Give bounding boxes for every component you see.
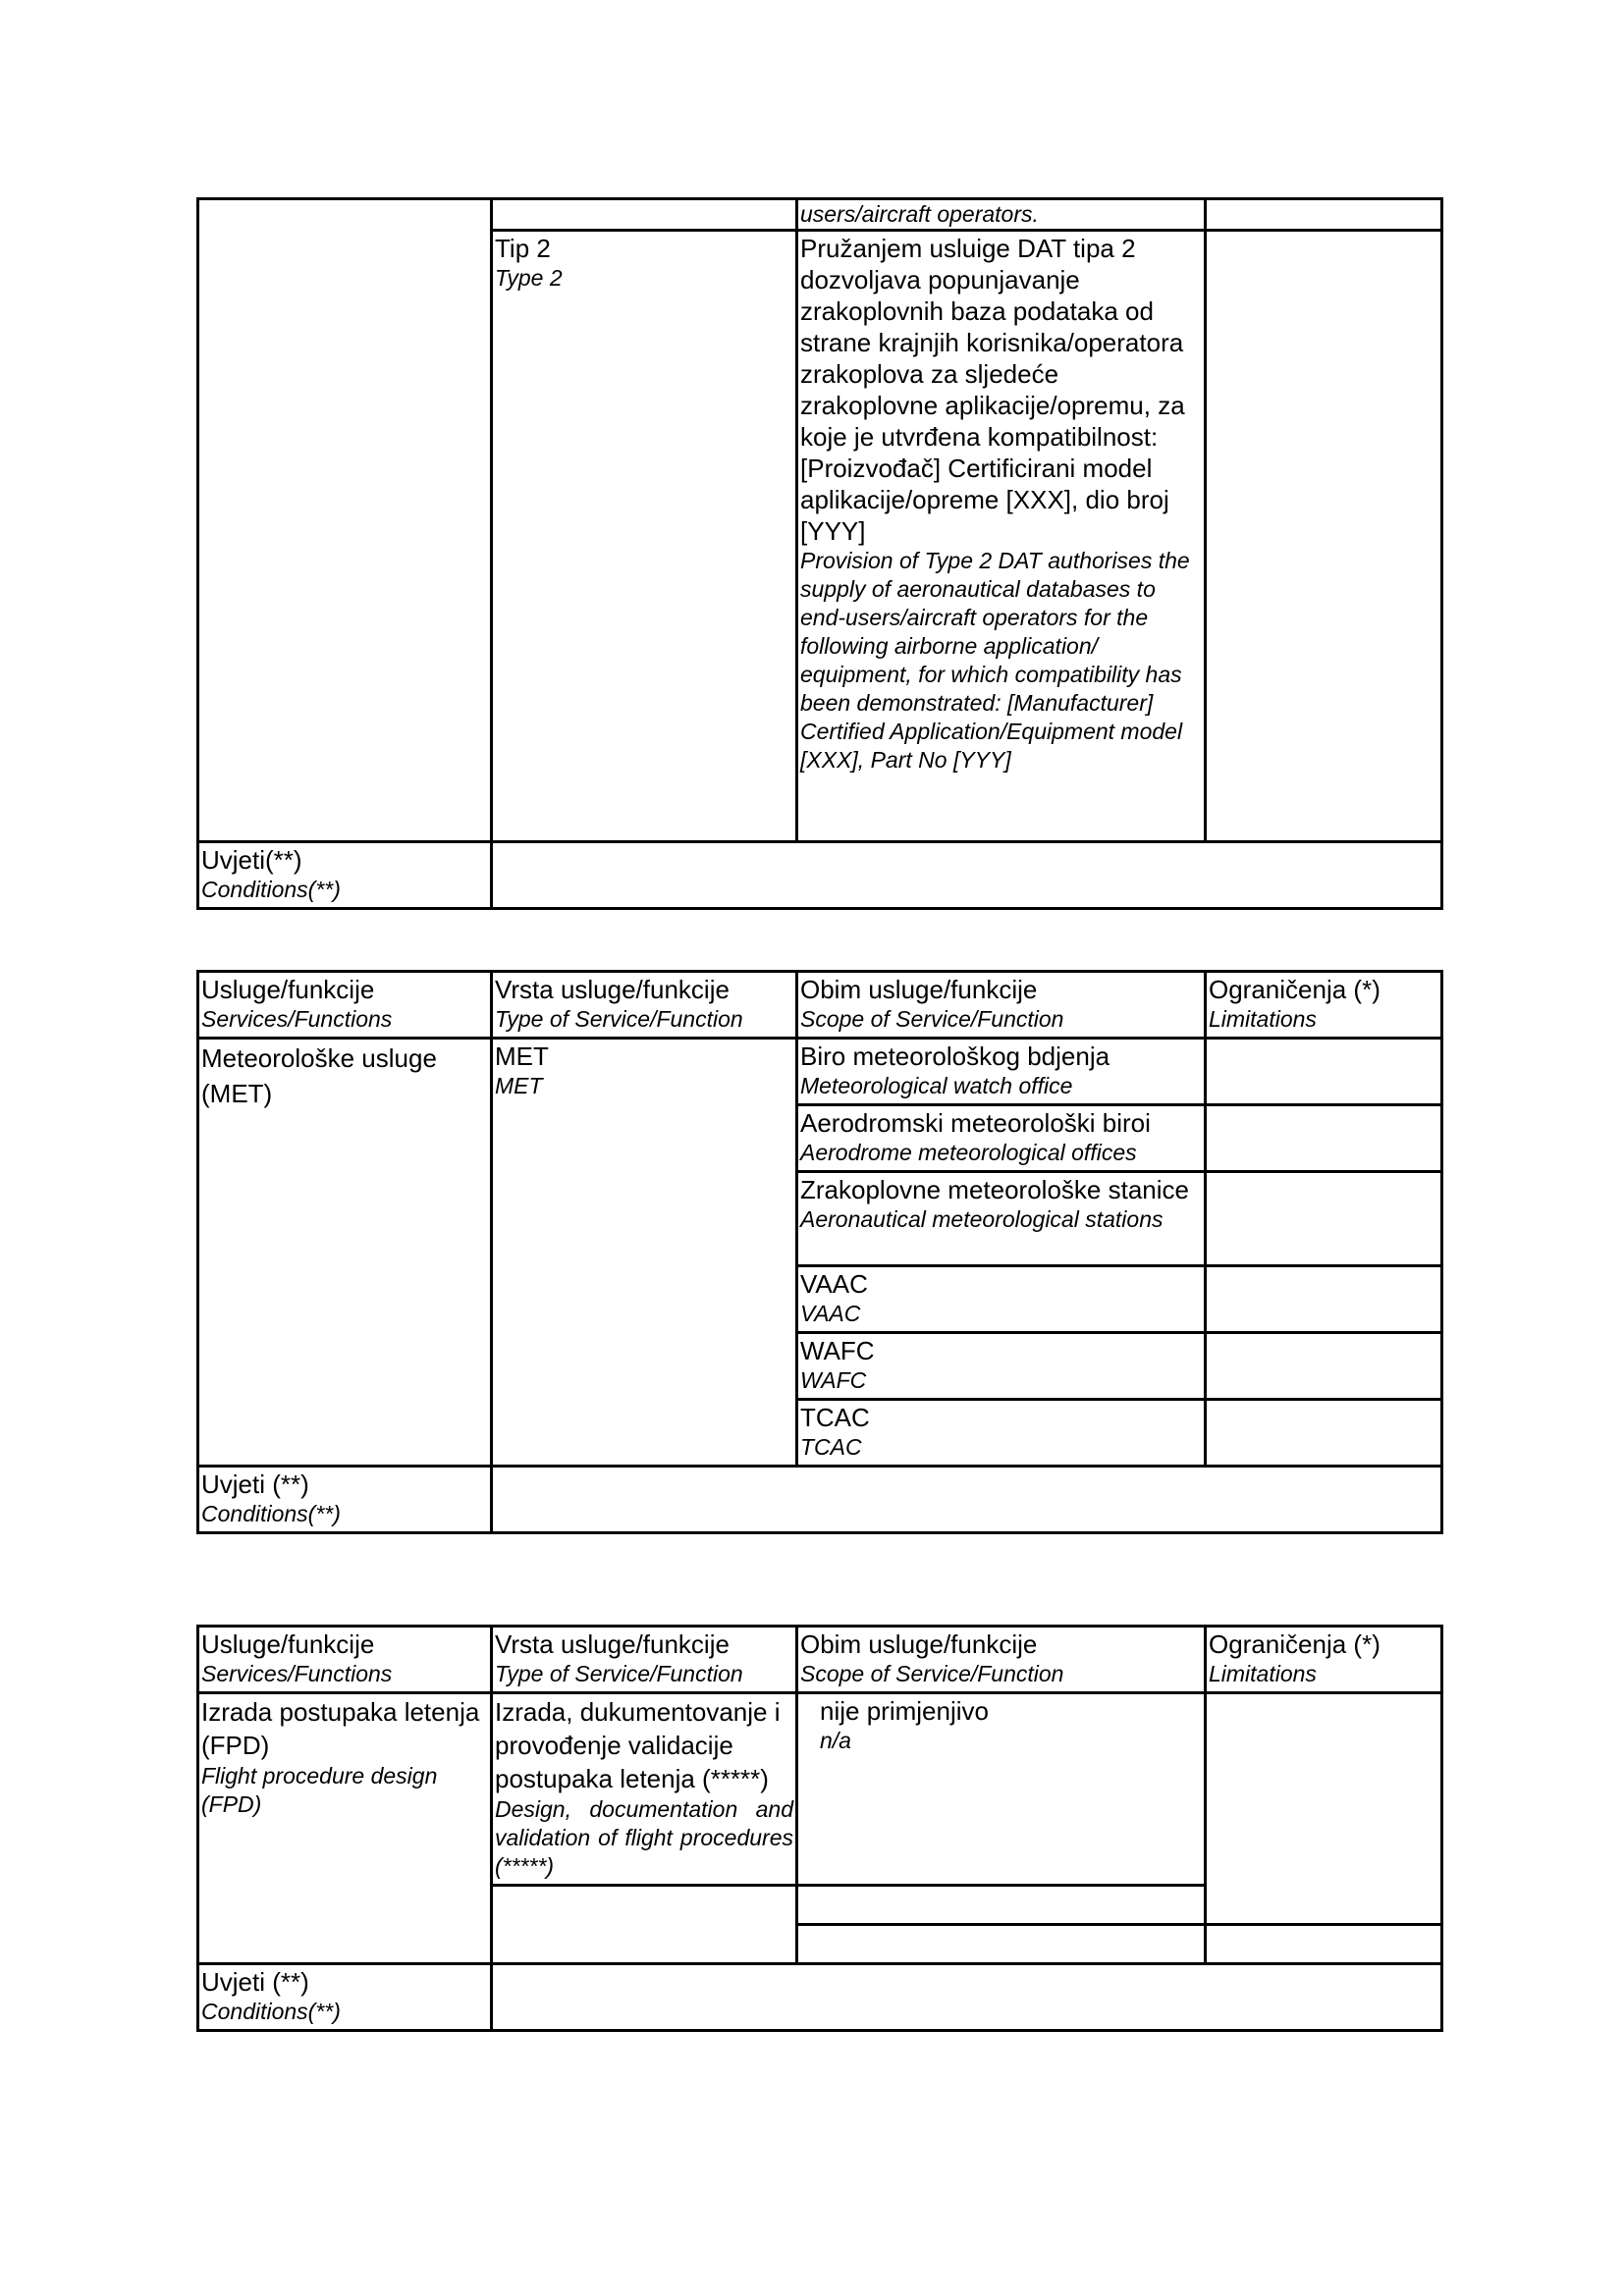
scope-cell: [797, 1333, 1206, 1400]
conditions-label-hr: Uvjeti(**): [201, 845, 302, 875]
header-type-en: Type of Service/Function: [495, 1006, 743, 1032]
scope-text-en: WAFC: [800, 1367, 867, 1393]
header-type: [492, 972, 797, 1039]
limitations-cell: [1206, 1333, 1442, 1400]
type-cell: [492, 231, 797, 842]
scope-text-hr: Pružanjem usluige DAT tipa 2 dozvoljava popunjavanje zrakoplovnih baza podataka od strane krajnjih korisnika/operatora zrakoplova za sljedeće zrakoplovne aplikacije/opremu, za koje je utvrđena kompatibilnost: [Proizvođač] Certificirani model aplikacije/opreme [XXX], dio broj [YYY]: [800, 234, 1185, 546]
type-cell: [492, 1693, 797, 1886]
type-text-hr: MET: [495, 1041, 549, 1071]
type-text-en: Design, documentation and validation of flight procedures (*****): [495, 1796, 793, 1879]
header-services-en: Services/Functions: [201, 1006, 393, 1032]
type-text-hr: Tip 2: [495, 234, 551, 263]
scope-text-en: Provision of Type 2 DAT authorises the supply of aeronautical databases to end-users/aircraft operators for the following airborne application/ equipment, for which compatibility has been demonstrated: [Manufacturer] Certified Application/Equipment model [XXX], Part No [YYY]: [800, 548, 1190, 773]
header-scope-en: Scope of Service/Function: [800, 1661, 1064, 1686]
header-scope-hr: Obim usluge/funkcije: [800, 1629, 1038, 1659]
conditions-label-hr: Uvjeti (**): [201, 1469, 309, 1499]
limitations-cell: [1206, 1693, 1442, 1925]
conditions-label-hr: Uvjeti (**): [201, 1967, 309, 1997]
service-name-hr: Meteorološke usluge (MET): [201, 1043, 437, 1108]
limitations-cell: [1206, 1105, 1442, 1172]
limitations-cell: [1206, 1266, 1442, 1333]
scope-text-hr: WAFC: [800, 1336, 875, 1365]
header-type-hr: Vrsta usluge/funkcije: [495, 975, 730, 1004]
header-services: [198, 1627, 492, 1693]
header-limitations: [1206, 1627, 1442, 1693]
header-scope-en: Scope of Service/Function: [800, 1006, 1064, 1032]
limitations-cell: [1206, 1039, 1442, 1105]
header-limitations-hr: Ograničenja (*): [1209, 1629, 1380, 1659]
conditions-row: [198, 1964, 1442, 2031]
header-scope: [797, 972, 1206, 1039]
scope-text-en: Aerodrome meteorological offices: [800, 1140, 1137, 1165]
conditions-label-cell: [198, 1467, 492, 1533]
header-scope-hr: Obim usluge/funkcije: [800, 975, 1038, 1004]
scope-cell: [797, 1400, 1206, 1467]
scope-text-en: VAAC: [800, 1301, 861, 1326]
type-cell: [492, 1039, 797, 1467]
conditions-value-cell: [492, 1467, 1442, 1533]
scope-text-hr: Aerodromski meteorološki biroi: [800, 1108, 1151, 1138]
scope-cell: [797, 1925, 1206, 1964]
table-row: [198, 199, 1442, 231]
services-cell: [198, 1693, 492, 1964]
header-services-hr: Usluge/funkcije: [201, 1629, 375, 1659]
conditions-label-en: Conditions(**): [201, 877, 341, 902]
header-type: [492, 1627, 797, 1693]
conditions-label-cell: [198, 1964, 492, 2031]
header-type-en: Type of Service/Function: [495, 1661, 743, 1686]
services-cell: [198, 1039, 492, 1467]
service-name-en: Flight procedure design (FPD): [201, 1763, 438, 1817]
header-services: [198, 972, 492, 1039]
limitations-cell: [1206, 1400, 1442, 1467]
scope-text-hr: Biro meteorološkog bdjenja: [800, 1041, 1110, 1071]
met-services-table: [196, 970, 1443, 1534]
scope-cell: [797, 1886, 1206, 1925]
scope-cell: [797, 231, 1206, 842]
table-row: [198, 1693, 1442, 1886]
scope-text-en: TCAC: [800, 1434, 862, 1460]
fpd-services-table: [196, 1625, 1443, 2032]
limitations-cell: [1206, 1925, 1442, 1964]
scope-cell: [797, 1105, 1206, 1172]
scope-text-en: n/a: [820, 1728, 851, 1753]
header-services-en: Services/Functions: [201, 1661, 393, 1686]
scope-text-en: Meteorological watch office: [800, 1073, 1073, 1098]
type-text-en: Type 2: [495, 265, 563, 291]
header-limitations-en: Limitations: [1209, 1661, 1317, 1686]
header-scope: [797, 1627, 1206, 1693]
scope-text-en: Aeronautical meteorological stations: [800, 1206, 1164, 1232]
header-limitations: [1206, 972, 1442, 1039]
limitations-cell: [1206, 1172, 1442, 1266]
header-row: [198, 1627, 1442, 1693]
scope-cell: [797, 1693, 1206, 1886]
conditions-label-cell: [198, 842, 492, 909]
type-text-hr: Izrada, dukumentovanje i provođenje validacije postupaka letenja (*****): [495, 1697, 781, 1793]
header-limitations-en: Limitations: [1209, 1006, 1317, 1032]
scope-text-hr: nije primjenjivo: [820, 1696, 989, 1726]
conditions-value-cell: [492, 1964, 1442, 2031]
table-row: [198, 1039, 1442, 1105]
scope-cell: [797, 1039, 1206, 1105]
scope-cell: [797, 1172, 1206, 1266]
services-cell: [198, 199, 492, 842]
header-type-hr: Vrsta usluge/funkcije: [495, 1629, 730, 1659]
scope-text-en: users/aircraft operators.: [800, 201, 1039, 227]
type-cell: [492, 199, 797, 231]
conditions-value-cell: [492, 842, 1442, 909]
dat-services-table: [196, 197, 1443, 910]
limitations-cell: [1206, 231, 1442, 842]
limitations-cell: [1206, 199, 1442, 231]
scope-text-hr: Zrakoplovne meteorološke stanice: [800, 1175, 1189, 1204]
header-services-hr: Usluge/funkcije: [201, 975, 375, 1004]
scope-text-hr: TCAC: [800, 1403, 870, 1432]
type-text-en: MET: [495, 1073, 543, 1098]
header-row: [198, 972, 1442, 1039]
conditions-row: [198, 842, 1442, 909]
scope-cell: [797, 199, 1206, 231]
type-cell: [492, 1886, 797, 1964]
header-limitations-hr: Ograničenja (*): [1209, 975, 1380, 1004]
service-name-hr: Izrada postupaka letenja (FPD): [201, 1697, 480, 1760]
scope-cell: [797, 1266, 1206, 1333]
scope-text-hr: VAAC: [800, 1269, 868, 1299]
conditions-label-en: Conditions(**): [201, 1501, 341, 1526]
conditions-row: [198, 1467, 1442, 1533]
conditions-label-en: Conditions(**): [201, 1999, 341, 2024]
